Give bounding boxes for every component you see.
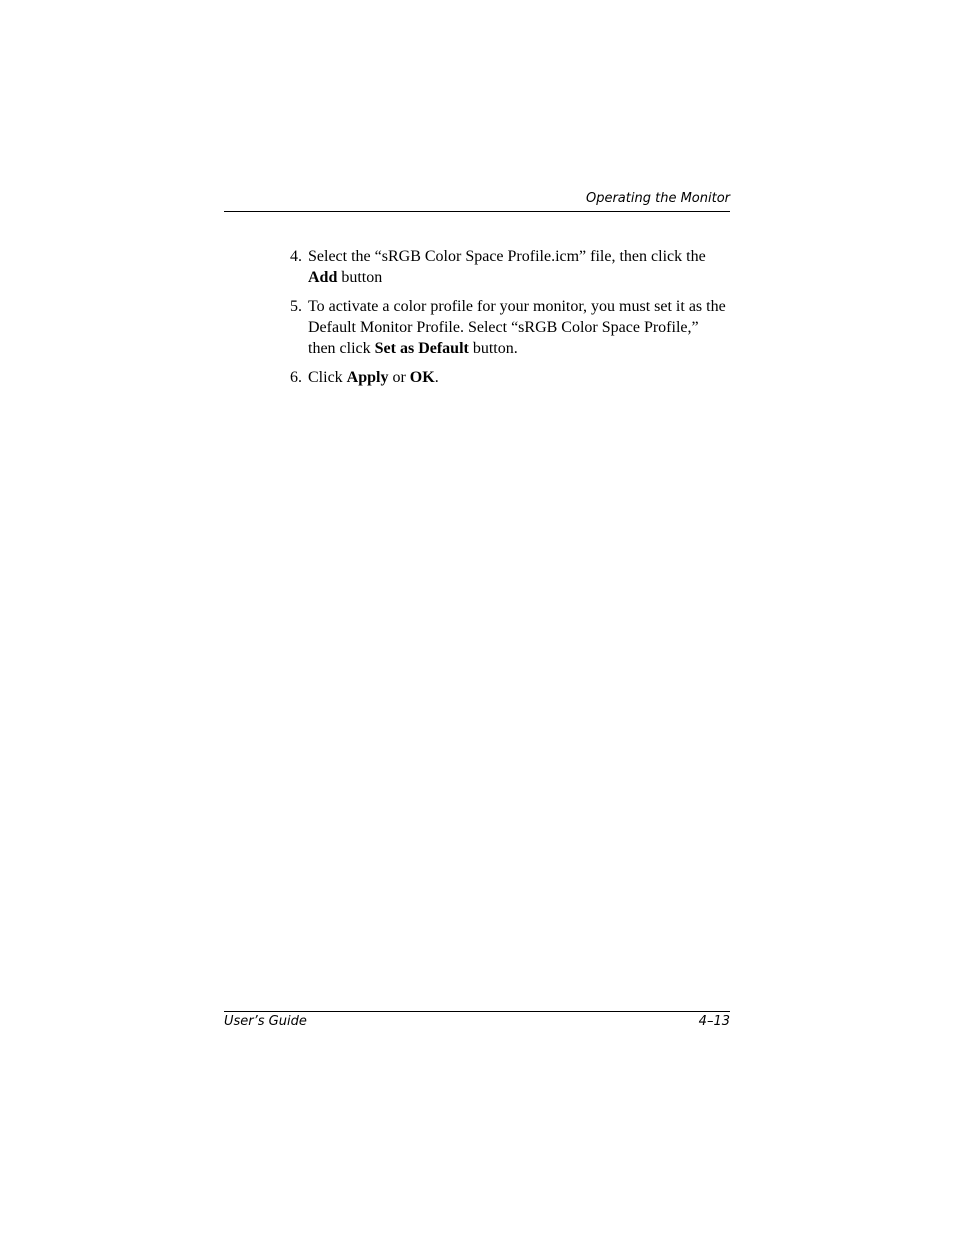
step-text-segment: button.	[468, 340, 518, 357]
step-number: 6.	[290, 369, 302, 386]
step-5	[290, 296, 730, 359]
instruction-steps	[290, 246, 730, 396]
step-text	[308, 369, 439, 386]
step-4	[290, 246, 730, 288]
step-6	[290, 367, 730, 388]
ui-term-ok: OK	[409, 369, 435, 386]
step-text-segment: button	[337, 269, 383, 286]
footer-rule	[224, 1011, 730, 1012]
ui-term-set-as-default: Set as Default	[374, 340, 469, 357]
page-number: 4–13	[698, 1014, 730, 1029]
ui-term-apply: Apply	[346, 369, 389, 386]
step-number: 5.	[290, 298, 302, 315]
step-text-segment: .	[434, 369, 439, 386]
step-text-segment: or	[388, 369, 410, 386]
step-text-segment: Click	[308, 369, 347, 386]
page-footer	[224, 1013, 730, 1031]
ui-term-add: Add	[308, 269, 338, 286]
step-text	[308, 248, 706, 286]
step-text	[308, 298, 726, 357]
step-text-segment: Select the “sRGB Color Space Profile.icm” file, then click the	[308, 248, 706, 265]
header-rule	[224, 211, 730, 212]
running-header: Operating the Monitor	[585, 191, 730, 206]
step-number: 4.	[290, 248, 302, 265]
step-text-segment: To activate a color profile for your monitor, you must set it as the Default Monitor Profile. Select “sRGB Color Space Profile,” then click	[308, 298, 726, 357]
guide-title: User’s Guide	[224, 1014, 307, 1029]
